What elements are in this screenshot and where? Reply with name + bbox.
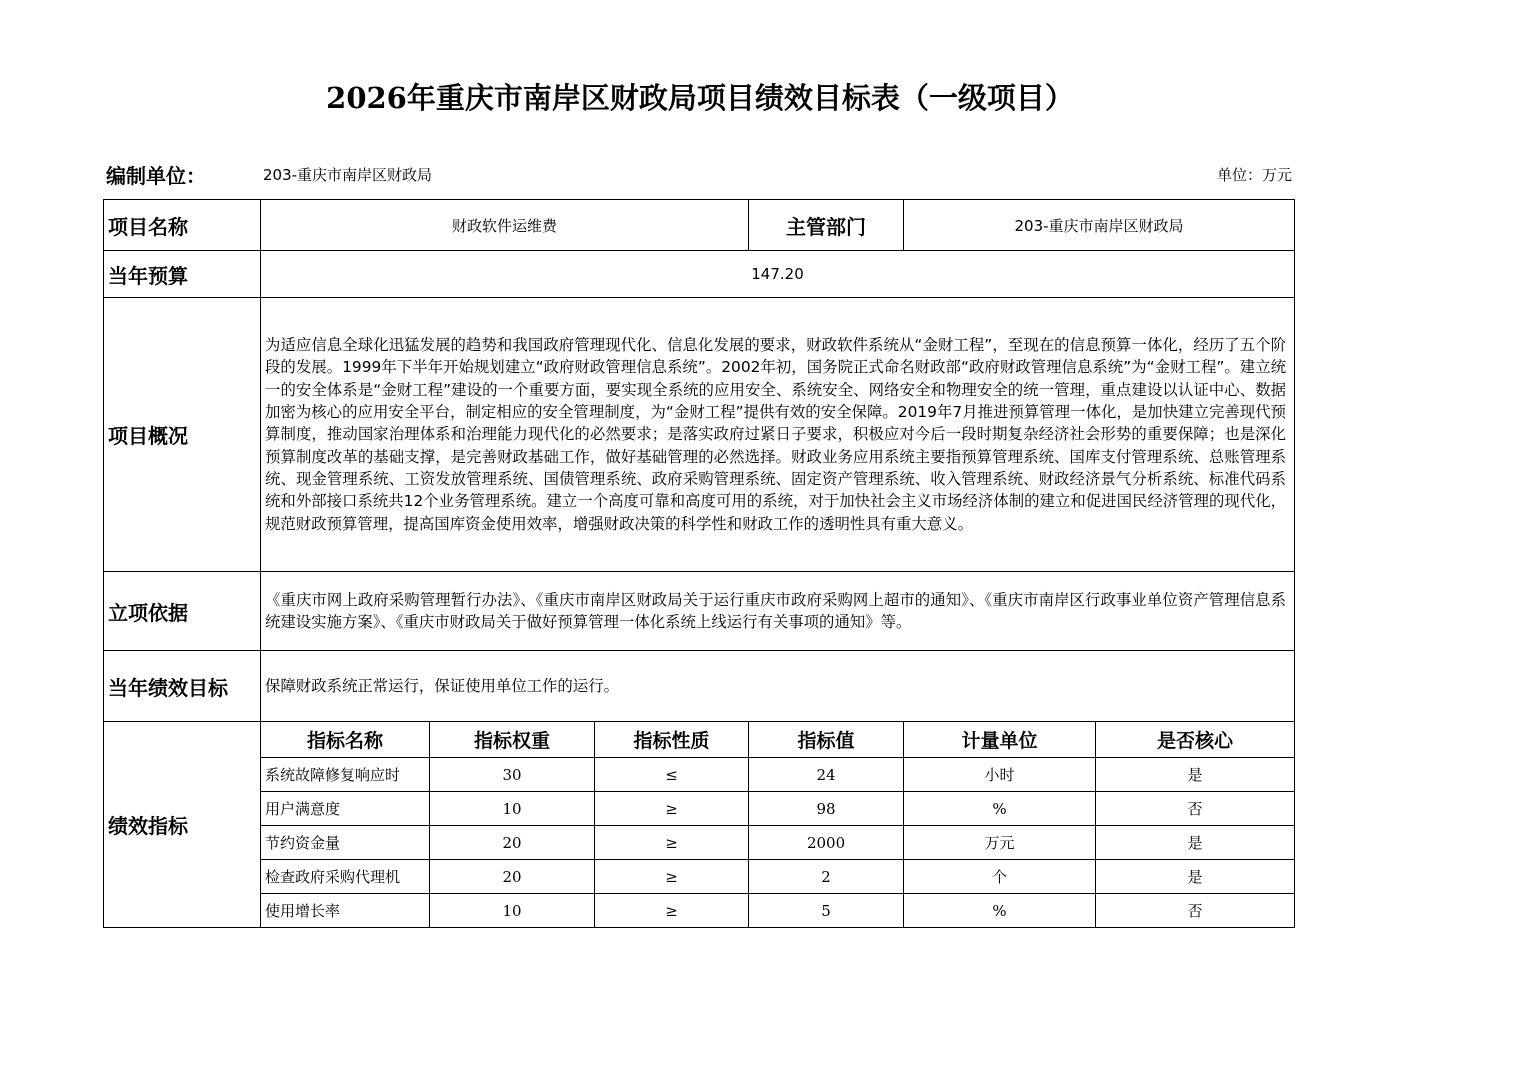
kpi-name: 检查政府采购代理机 <box>261 860 430 894</box>
page-title: 2026年重庆市南岸区财政局项目绩效目标表（一级项目） <box>326 81 1074 115</box>
kpi-unit: % <box>904 792 1096 826</box>
table-row <box>104 826 1295 860</box>
kpi-value: 24 <box>749 758 904 792</box>
kpi-value: 98 <box>749 792 904 826</box>
kpi-header-nature: 指标性质 <box>595 722 749 758</box>
kpi-name: 用户满意度 <box>261 792 430 826</box>
kpi-nature: ≥ <box>595 860 749 894</box>
table-row <box>104 758 1295 792</box>
kpi-unit: 万元 <box>904 826 1096 860</box>
unit-row <box>106 160 1292 190</box>
kpi-header-weight: 指标权重 <box>430 722 595 758</box>
goal-label: 当年绩效目标 <box>104 651 261 722</box>
kpi-core: 是 <box>1096 826 1295 860</box>
dept-value: 203-重庆市南岸区财政局 <box>904 200 1295 251</box>
kpi-nature: ≥ <box>595 826 749 860</box>
kpi-header-name: 指标名称 <box>261 722 430 758</box>
budget-label: 当年预算 <box>104 251 261 298</box>
kpi-weight: 10 <box>430 894 595 928</box>
basis-text: 《重庆市网上政府采购管理暂行办法》、《重庆市南岸区财政局关于运行重庆市政府采购网上超市的通知》、《重庆市南岸区行政事业单位资产管理信息系统建设实施方案》、《重庆市财政局关于做好预算管理一体化系统上线运行有关事项的通知》等。 <box>261 572 1295 651</box>
goal-text: 保障财政系统正常运行，保证使用单位工作的运行。 <box>261 651 1295 722</box>
performance-table <box>103 199 1295 928</box>
kpi-weight: 20 <box>430 826 595 860</box>
kpi-header-row <box>104 722 1295 758</box>
project-name-value: 财政软件运维费 <box>261 200 749 251</box>
kpi-weight: 10 <box>430 792 595 826</box>
kpi-name: 系统故障修复响应时 <box>261 758 430 792</box>
project-name-row <box>104 200 1295 251</box>
kpi-weight: 20 <box>430 860 595 894</box>
kpi-core: 是 <box>1096 758 1295 792</box>
kpi-weight: 30 <box>430 758 595 792</box>
kpi-nature: ≥ <box>595 894 749 928</box>
currency-unit: 单位：万元 <box>1216 166 1292 184</box>
basis-row <box>104 572 1295 651</box>
project-name-label: 项目名称 <box>104 200 261 251</box>
kpi-unit: 小时 <box>904 758 1096 792</box>
kpi-core: 否 <box>1096 792 1295 826</box>
kpi-name: 节约资金量 <box>261 826 430 860</box>
kpi-unit: 个 <box>904 860 1096 894</box>
kpi-value: 5 <box>749 894 904 928</box>
overview-text: 为适应信息全球化迅猛发展的趋势和我国政府管理现代化、信息化发展的要求，财政软件系统从“金财工程”，至现在的信息预算一体化，经历了五个阶段的发展。1999年下半年开始规划建立“政府财政管理信息系统”。2002年初，国务院正式命名财政部“政府财政管理信息系统”为“金财工程”。建立统一的安全体系是“金财工程”建设的一个重要方面，要实现全系统的应用安全、系统安全、网络安全和物理安全的统一管理，重点建设以认证中心、数据加密为核心的应用安全平台，制定相应的安全管理制度，为“金财工程”提供有效的安全保障。2019年7月推进预算管理一体化，是加快建立完善现代预算制度，推动国家治理体系和治理能力现代化的必然要求；是落实政府过紧日子要求，积极应对今后一段时期复杂经济社会形势的重要保障；也是深化预算制度改革的基础支撑，是完善财政基础工作，做好基础管理的必然选择。财政业务应用系统主要指预算管理系统、国库支付管理系统、总账管理系统、现金管理系统、工资发放管理系统、国债管理系统、政府采购管理系统、固定资产管理系统、收入管理系统、财政经济景气分析系统、标准代码系统和外部接口系统共12个业务管理系统。建立一个高度可靠和高度可用的系统，对于加快社会主义市场经济体制的建立和促进国民经济管理的现代化，规范财政预算管理，提高国库资金使用效率，增强财政决策的科学性和财政工作的透明性具有重大意义。 <box>261 298 1295 572</box>
unit-value: 203-重庆市南岸区财政局 <box>263 166 433 184</box>
kpi-unit: % <box>904 894 1096 928</box>
overview-label: 项目概况 <box>104 298 261 572</box>
kpi-header-unit: 计量单位 <box>904 722 1096 758</box>
kpi-value: 2 <box>749 860 904 894</box>
budget-value: 147.20 <box>261 251 1295 298</box>
kpi-value: 2000 <box>749 826 904 860</box>
unit-label: 编制单位： <box>106 164 206 188</box>
budget-row <box>104 251 1295 298</box>
kpi-nature: ≥ <box>595 792 749 826</box>
overview-row <box>104 298 1295 572</box>
table-row <box>104 894 1295 928</box>
goal-row <box>104 651 1295 722</box>
kpi-nature: ≤ <box>595 758 749 792</box>
kpi-name: 使用增长率 <box>261 894 430 928</box>
kpi-label: 绩效指标 <box>104 722 261 928</box>
kpi-core: 是 <box>1096 860 1295 894</box>
table-row <box>104 792 1295 826</box>
table-row <box>104 860 1295 894</box>
basis-label: 立项依据 <box>104 572 261 651</box>
kpi-header-value: 指标值 <box>749 722 904 758</box>
kpi-core: 否 <box>1096 894 1295 928</box>
kpi-header-core: 是否核心 <box>1096 722 1295 758</box>
dept-label: 主管部门 <box>749 200 904 251</box>
